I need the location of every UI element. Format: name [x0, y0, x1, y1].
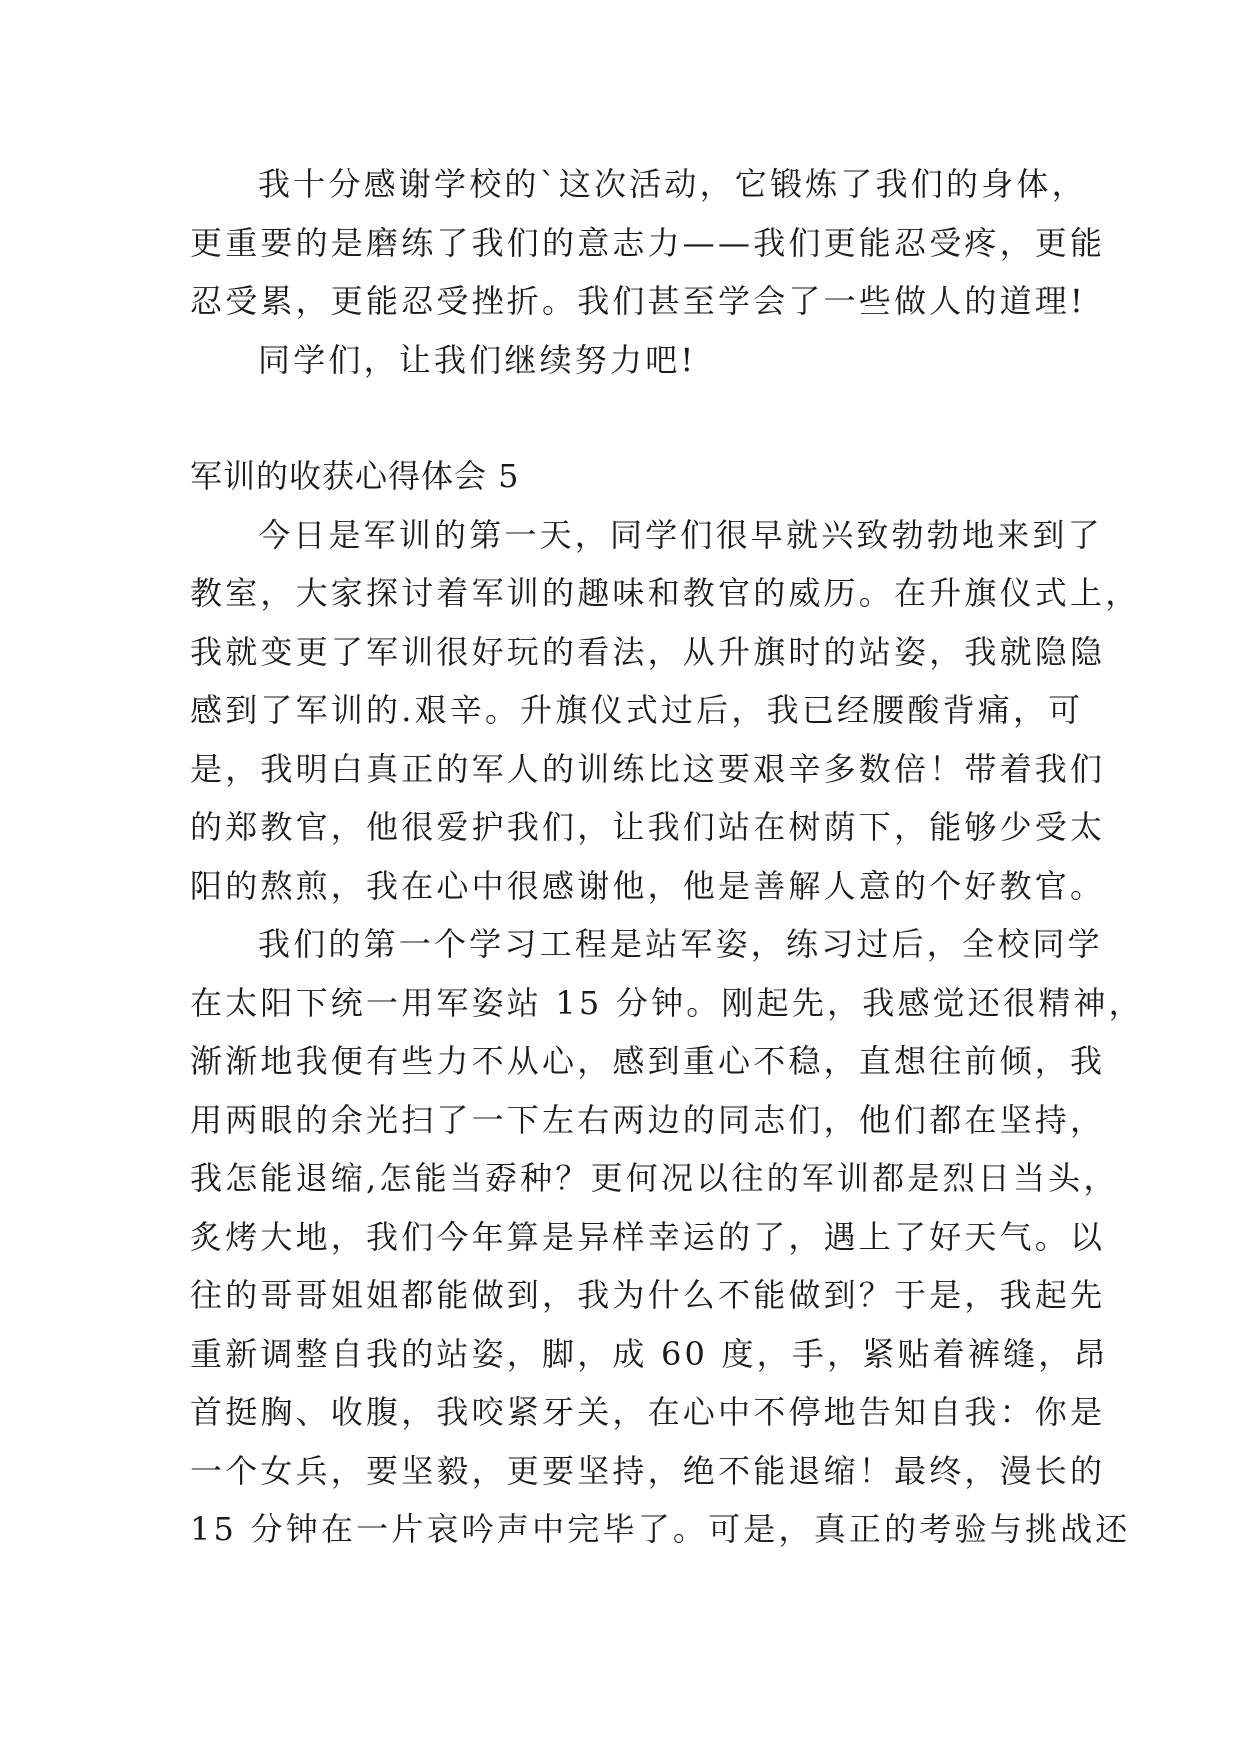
text-line: 15 分钟在一片哀吟声中完毕了。可是，真正的考验与挑战还 [190, 1510, 1131, 1548]
text-line: 我十分感谢学校的`这次活动，它锻炼了我们的身体， [258, 165, 1087, 203]
text-line: 忍受累，更能忍受挫折。我们甚至学会了一些做人的道理! [190, 282, 1087, 320]
text-line: 的郑教官，他很爱护我们，让我们站在树荫下，能够少受太 [190, 808, 1106, 846]
section-title: 军训的收获心得体会 5 [190, 457, 520, 495]
text-line: 同学们，让我们继续努力吧! [258, 340, 697, 379]
text-line: 我怎能退缩,怎能当孬种？更何况以往的军训都是烈日当头， [190, 1159, 1119, 1197]
text-line: 在太阳下统一用军姿站 15 分钟。刚起先，我感觉还很精神， [190, 983, 1144, 1022]
text-line: 更重要的是磨练了我们的意志力——我们更能忍受疼，更能 [190, 223, 1106, 262]
text-line: 感到了军训的.艰辛。升旗仪式过后，我已经腰酸背痛，可 [190, 691, 1084, 729]
text-line: 教室，大家探讨着军训的趣味和教官的威历。在升旗仪式上， [190, 574, 1141, 612]
text-line: 我们的第一个学习工程是站军姿，练习过后，全校同学 [258, 925, 1103, 963]
text-line: 是，我明白真正的军人的训练比这要艰辛多数倍！带着我们 [190, 749, 1106, 788]
text-line: 炙烤大地，我们今年算是异样幸运的了，遇上了好天气。以 [190, 1217, 1106, 1256]
paragraph-first-day [190, 506, 1141, 916]
text-line: 往的哥哥姐姐都能做到，我为什么不能做到？于是，我起先 [190, 1276, 1106, 1314]
text-line: 首挺胸、收腹，我咬紧牙关，在心中不停地告知自我：你是 [190, 1393, 1106, 1431]
text-line: 重新调整自我的站姿，脚，成 60 度，手，紧贴着裤缝，昂 [190, 1334, 1109, 1373]
text-line: 我就变更了军训很好玩的看法，从升旗时的站姿，我就隐隐 [190, 632, 1106, 671]
text-line: 阳的熬煎，我在心中很感谢他，他是善解人意的个好教官。 [190, 866, 1106, 905]
text-line: 一个女兵，要坚毅，更要坚持，绝不能退缩！最终，漫长的 [190, 1451, 1106, 1490]
paragraph-encourage [190, 331, 1055, 390]
text-line: 今日是军训的第一天，同学们很早就兴致勃勃地来到了 [258, 515, 1103, 554]
paragraph-posture [190, 915, 1144, 1559]
document-page [190, 155, 1144, 1559]
text-line: 用两眼的余光扫了一下左右两边的同志们，他们都在坚持， [190, 1100, 1106, 1139]
text-line: 渐渐地我便有些力不从心，感到重心不稳，直想往前倾，我 [190, 1042, 1106, 1080]
paragraph-thanks [190, 155, 1106, 331]
